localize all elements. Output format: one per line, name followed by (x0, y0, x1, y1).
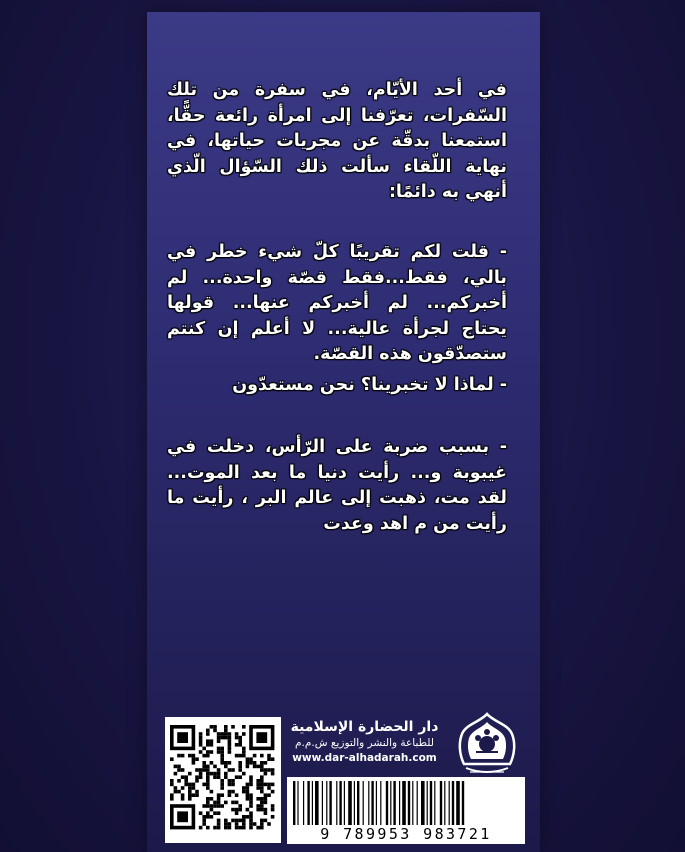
publisher-name: دار الحضارة الإسلامية (290, 719, 439, 735)
paragraph-quote-1 (167, 240, 507, 368)
paragraph-intro (167, 78, 507, 206)
publisher-info (287, 718, 442, 765)
paragraph-text: في أحد الأيّام، في سفرة من تلك السّفرات، تعرّفنا إلى امرأة رائعة حقًّا، استمعنا بدقّة عن مجريات حياتها، في نهاية اللّقاء سألت ذلك السّؤال الّذي أنهي به دائمًا: (167, 80, 507, 202)
publisher-logo-icon (452, 712, 522, 776)
paragraph-quote-3 (167, 435, 507, 537)
paragraph-quote-2 (167, 373, 507, 399)
isbn-barcode (287, 777, 525, 844)
isbn-number: 9 789953 983721 (320, 825, 492, 843)
paragraph-text: - قلت لكم تقريبًا كلّ شيء خطر في بالي، فقط...فقط قصّة واحدة... لم أخبركم... لم أخبركم عنها... قولها يحتاج لجرأة عالية... لا أعلم إن كنتم ستصدّقون هذه القصّة. (167, 242, 507, 364)
paragraph-text: - بسبب ضربة على الرّأس، دخلت في غيبوبة و... رأيت دنيا ما بعد الموت... لقد مت، ذهبت إلى عالم البر ، رأيت ما رأيت من م اهد وعدت (167, 437, 507, 534)
publisher-url: www.dar-alhadarah.com (292, 752, 437, 764)
paragraph-text: - لماذا لا تخبرينا؟ نحن مستعدّون (232, 375, 507, 395)
publisher-subtitle: للطباعة والنشر والتوزيع ش.م.م (295, 737, 434, 749)
qr-code (165, 717, 281, 843)
